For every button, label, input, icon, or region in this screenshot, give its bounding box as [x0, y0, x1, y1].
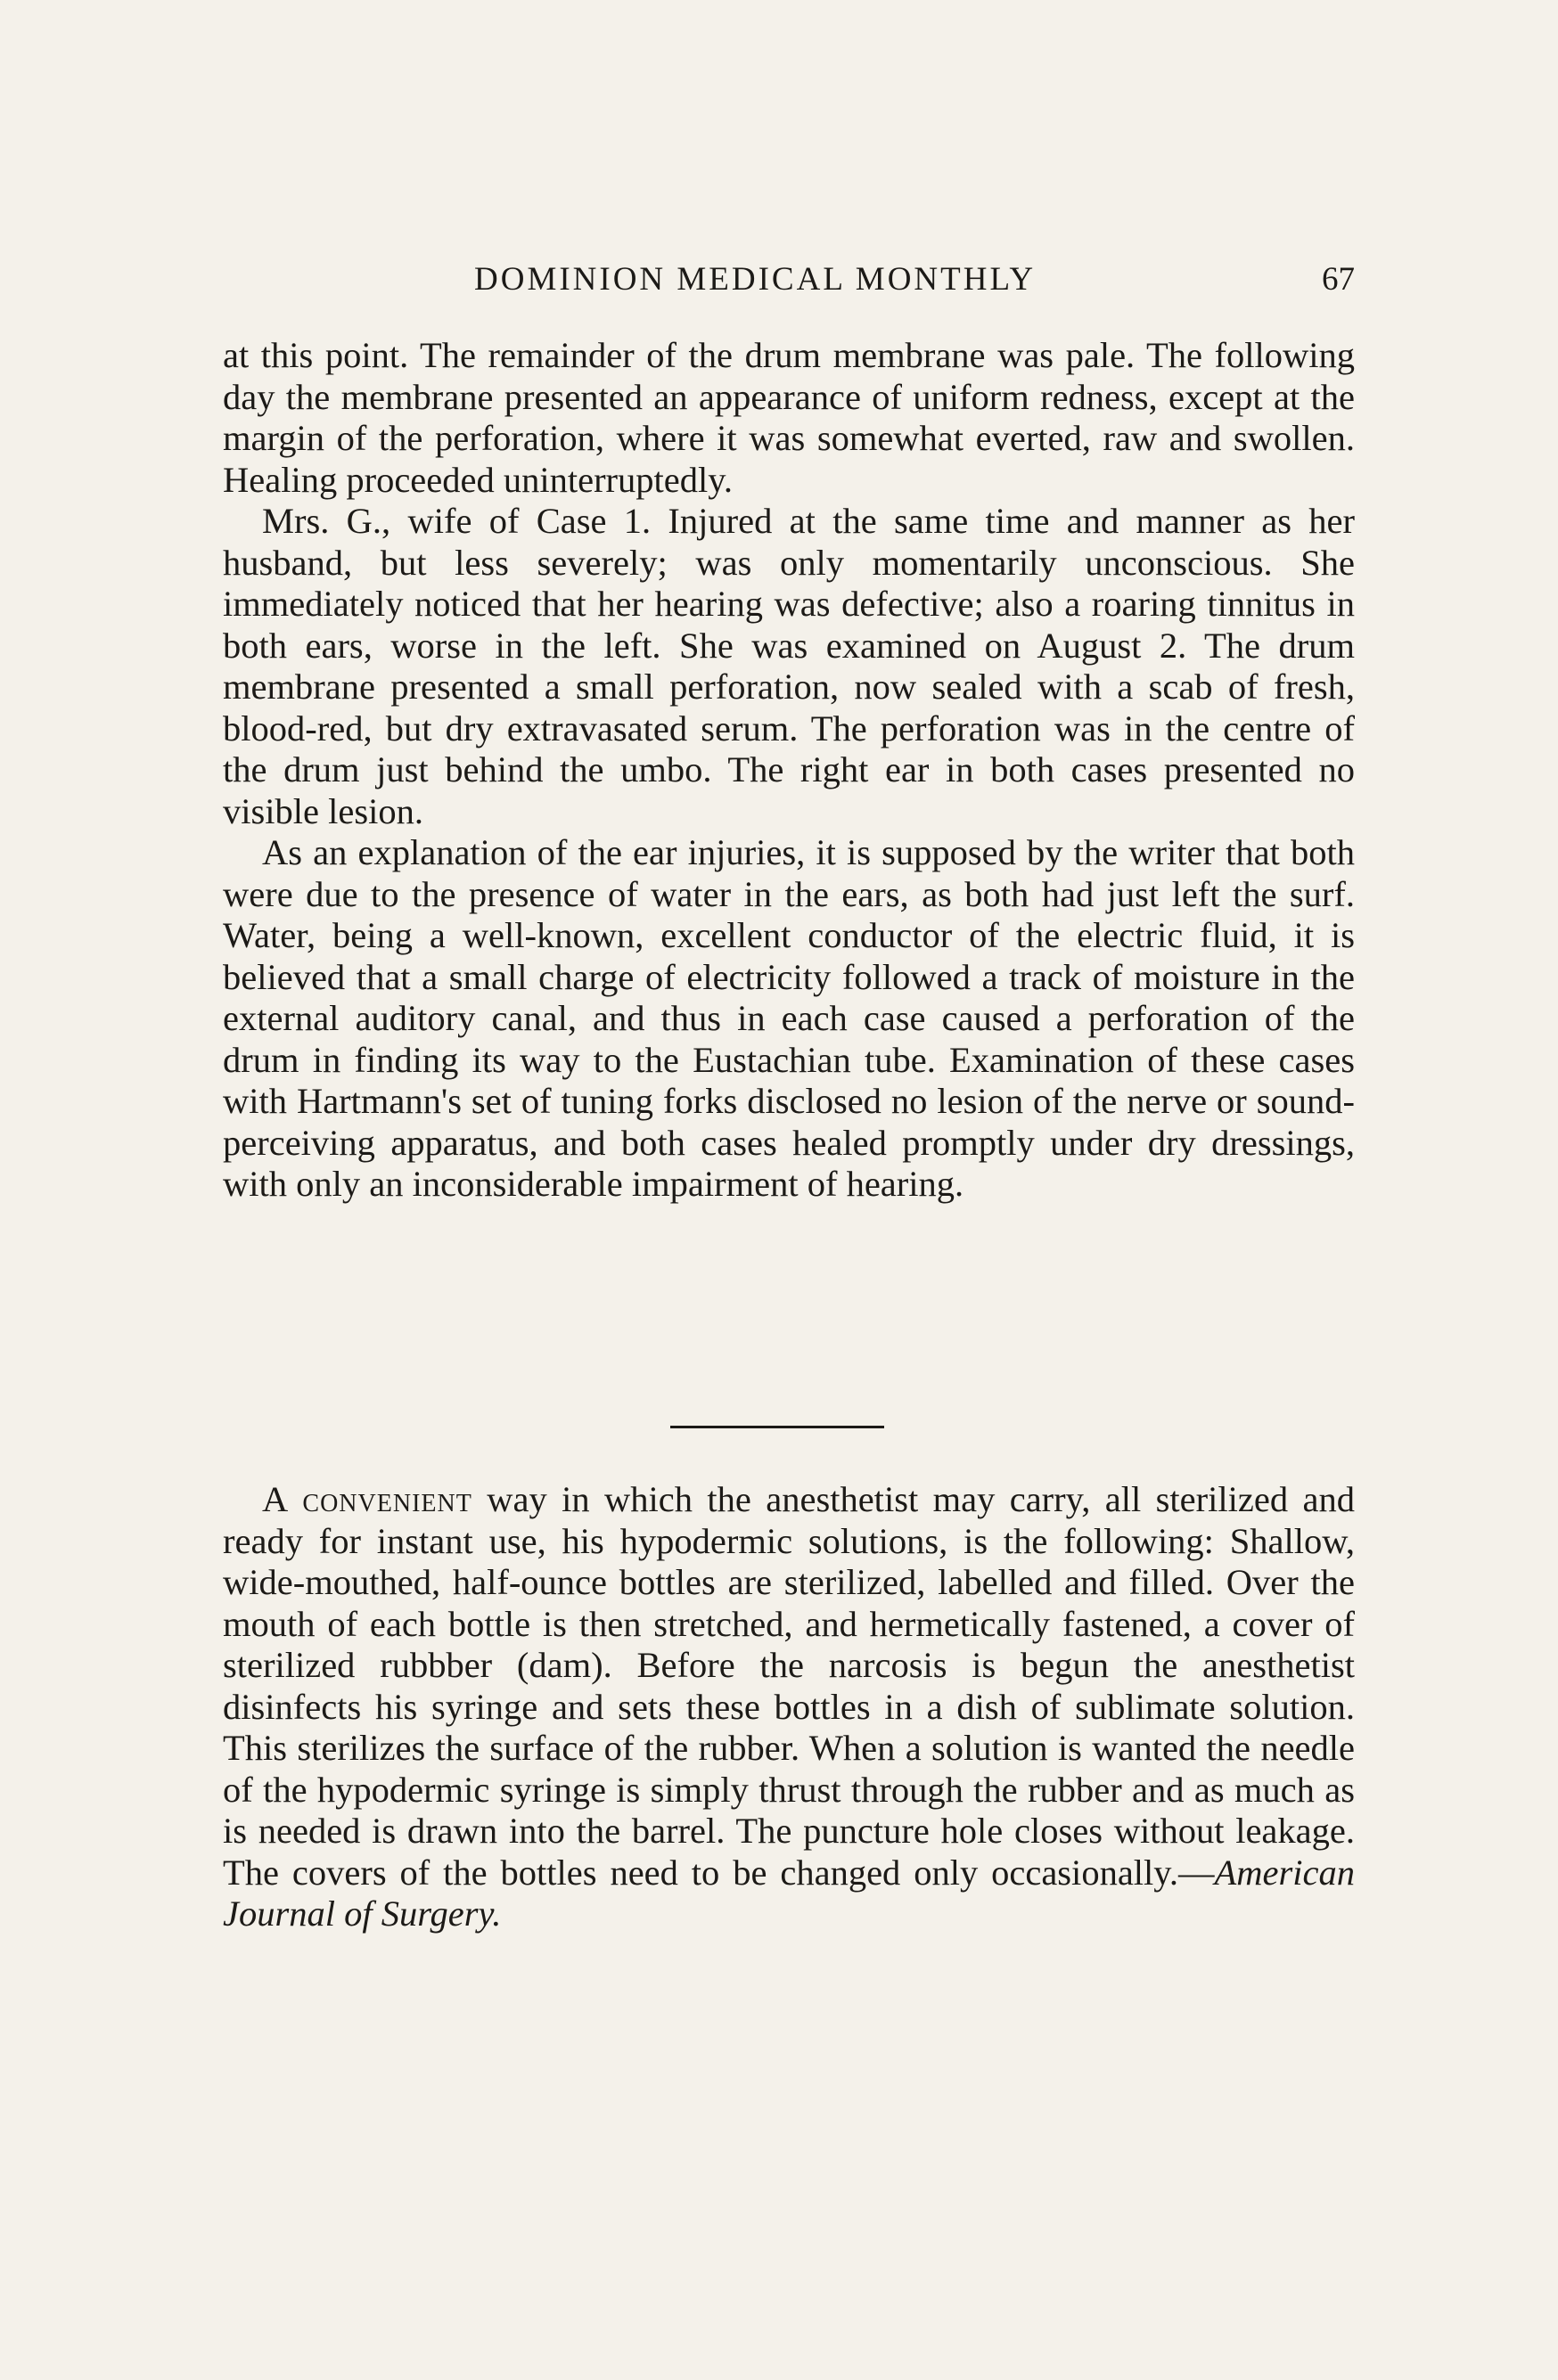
paragraph: Mrs. G., wife of Case 1. Injured at the same time and manner as her husband, but less severely; was only momentarily unconscious. She immediately noticed that her hearing was defective; also a roaring tinnitus in both ears, worse in the left. She was examined on August 2. The drum membrane presented a small perforation, now sealed with a scab of fresh, blood-red, but dry extravasated serum. The perforation was in the centre of the drum just behind the umbo. The right ear in both cases presented no visible lesion.	[223, 501, 1355, 831]
note-paragraph	[223, 1479, 1355, 1935]
section-divider	[670, 1426, 884, 1428]
note-source: American Journal of Surgery.	[223, 1852, 1355, 1934]
paragraph: at this point. The remainder of the drum membrane was pale. The following day the membrane presented an appearance of uniform redness, except at the margin of the perforation, where it was somewhat everted, raw and swollen. Healing proceeded uninterruptedly.	[223, 335, 1355, 500]
running-head	[223, 260, 1355, 305]
note-body: way in which the anesthetist may carry, all sterilized and ready for instant use, his hypodermic solutions, is the following: Shallow, wide-mouthed, half-ounce bottles are sterilized, labelled and filled. Over the mouth of each bottle is then stretched, and hermetically fastened, a cover of sterilized rubbber (dam). Before the narcosis is begun the anesthetist disinfects his syringe and sets these bottles in a dish of sublimate solution. This sterilizes the surface of the rubber. When a solution is wanted the needle of the hypodermic syringe is simply thrust through the rubber and as much as is needed is drawn into the barrel. The puncture hole closes without leakage. The covers of the bottles need to be changed only occasionally.—	[223, 1479, 1355, 1893]
page-number: 67	[1322, 261, 1355, 298]
journal-title: DOMINION MEDICAL MONTHLY	[474, 261, 1037, 298]
paragraph: As an explanation of the ear injuries, it is supposed by the writer that both were due to the presence of water in the ears, as both had just left the surf. Water, being a well-known, excellent conductor of the electric fluid, it is believed that a small charge of electricity followed a track of moisture in the external auditory canal, and thus in each case caused a perforation of the drum in finding its way to the Eustachian tube. Examination of these cases with Hartmann's set of tuning forks disclosed no lesion of the nerve or sound-perceiving apparatus, and both cases healed promptly under dry dressings, with only an inconsiderable impairment of hearing.	[223, 832, 1355, 1204]
note-lead-word: A convenient	[262, 1479, 472, 1519]
note-anesthetist-hypodermic	[223, 1479, 1355, 1935]
article-continuation	[223, 335, 1355, 1206]
